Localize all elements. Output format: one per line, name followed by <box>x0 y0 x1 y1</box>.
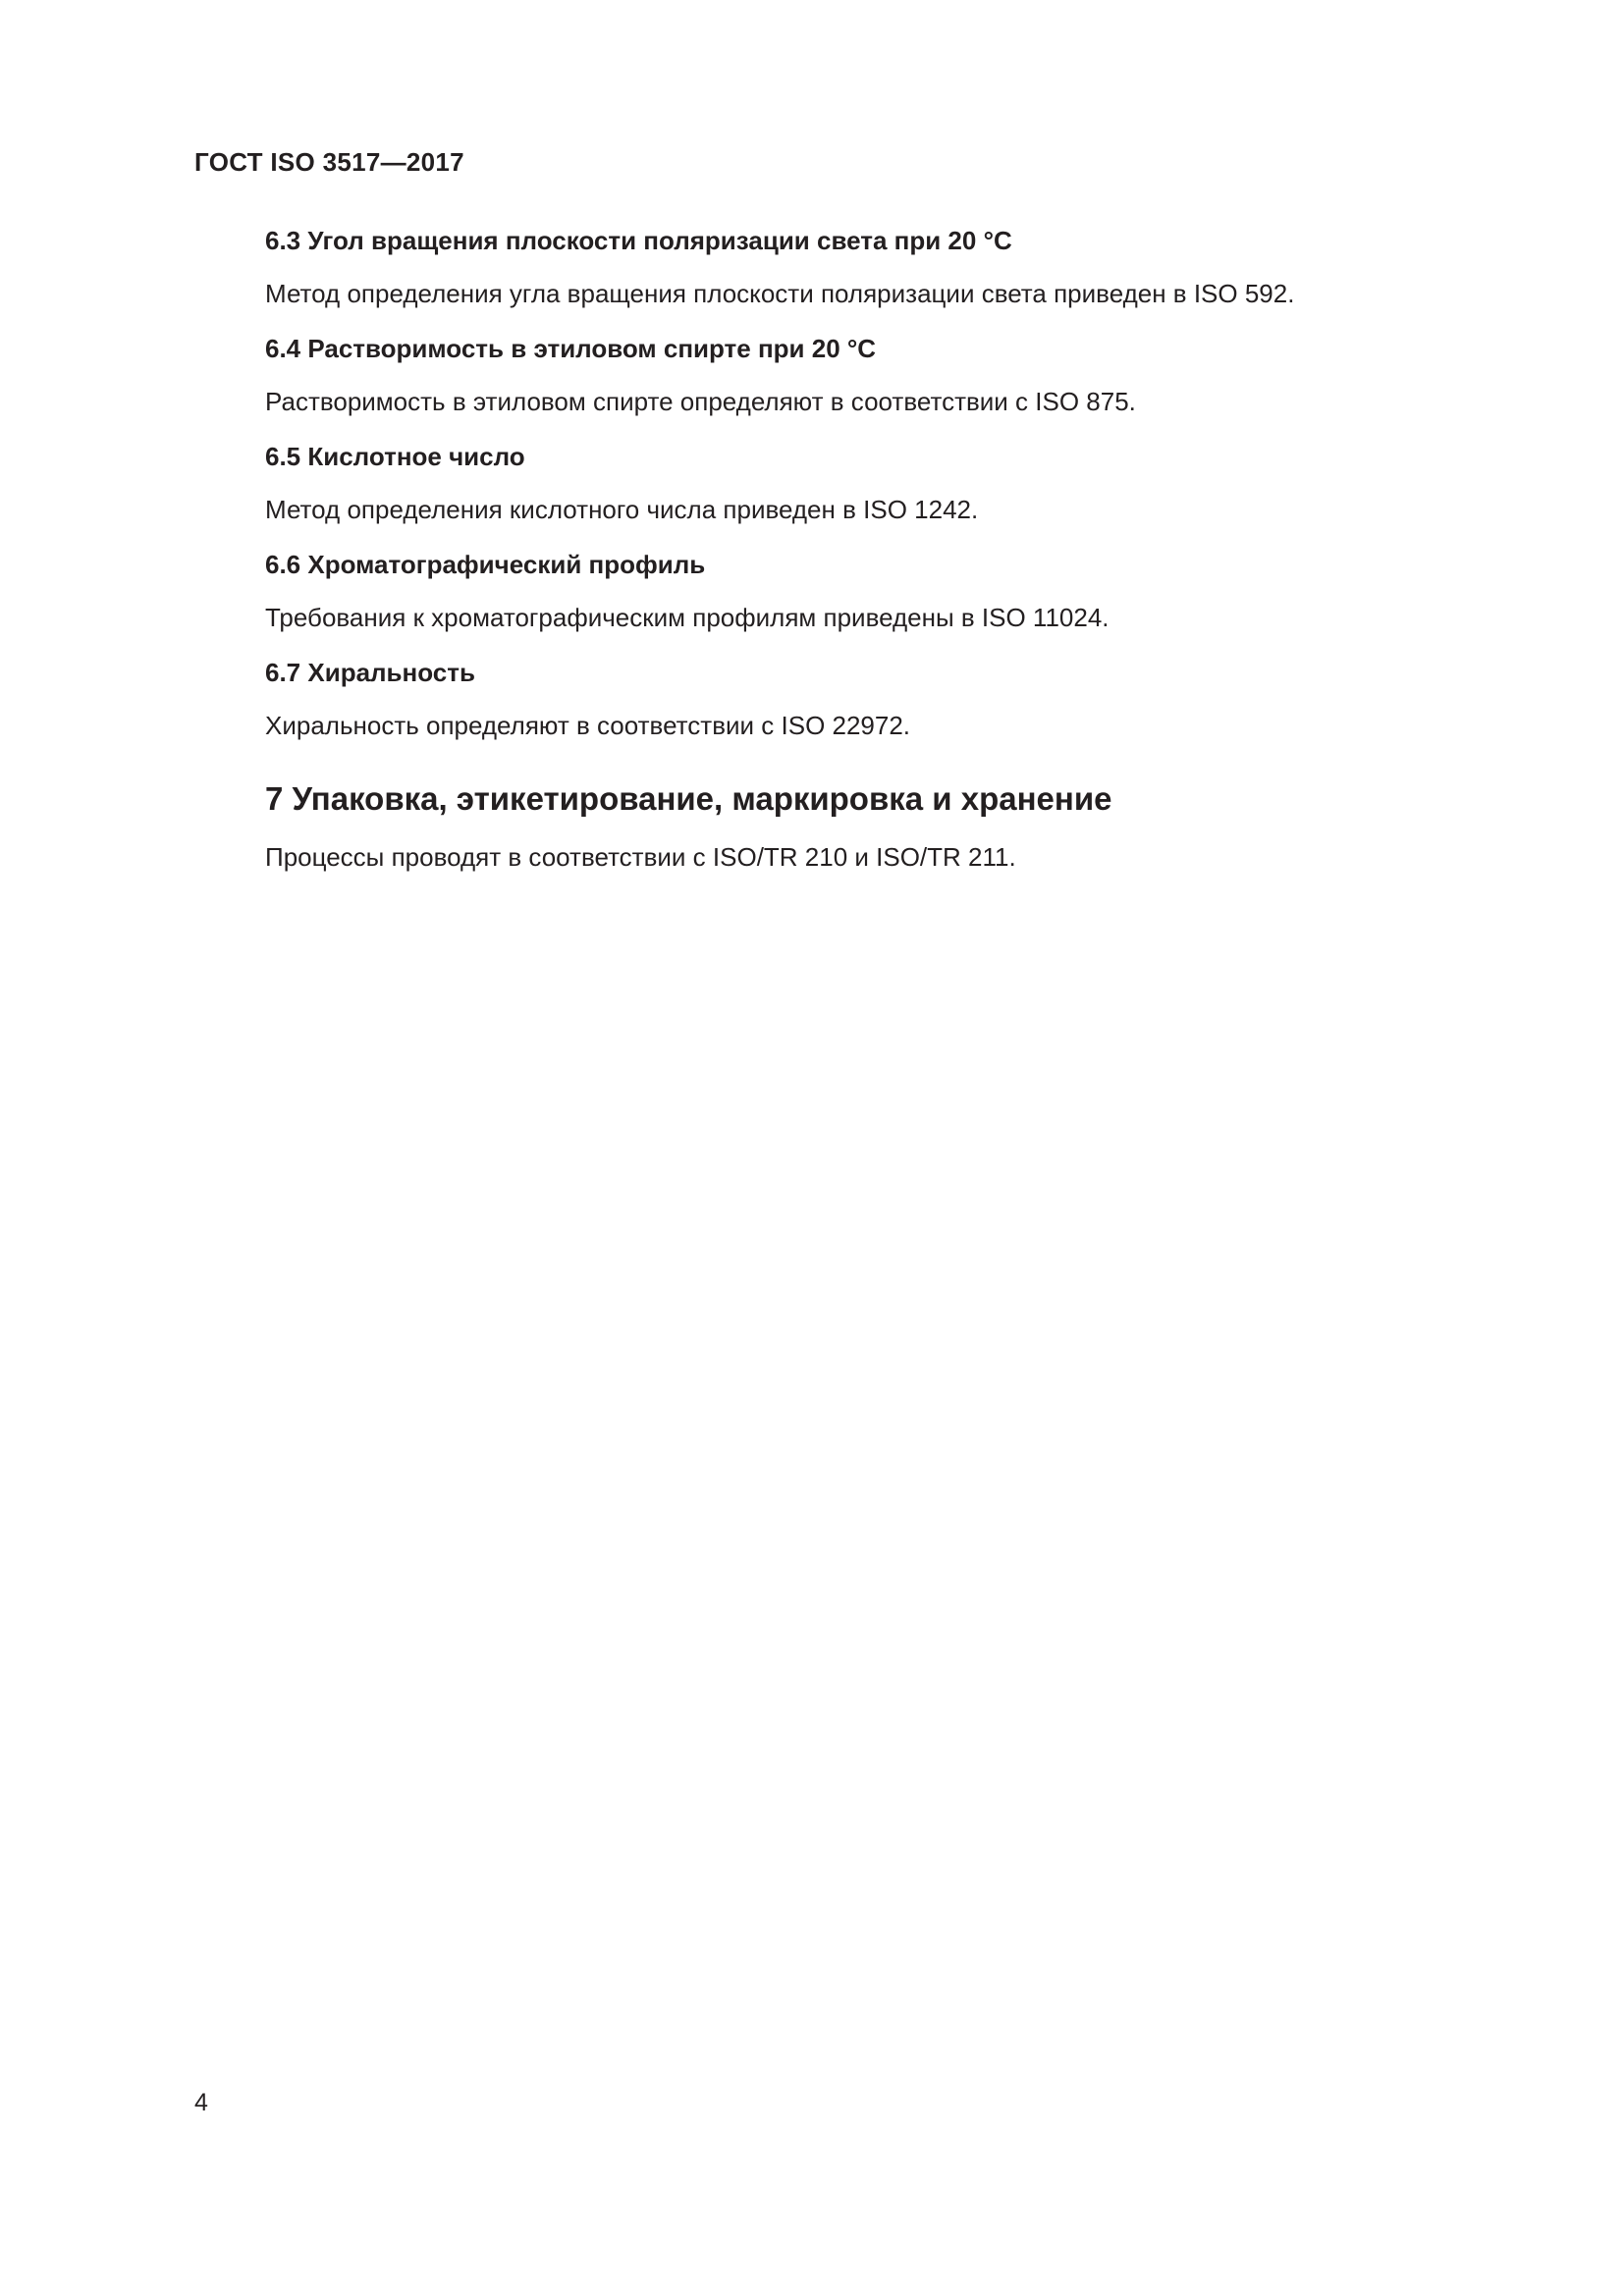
section-text: Процессы проводят в соответствии с ISO/TR 210 и ISO/TR 211. <box>265 842 1016 872</box>
subsection-title: 6.7 Хиральность <box>265 658 475 687</box>
subsection-6-5 <box>265 440 1443 526</box>
subsection-6-3 <box>265 224 1443 310</box>
subsection-title: 6.5 Кислотное число <box>265 442 525 471</box>
subsection-6-6 <box>265 548 1443 634</box>
subsection-6-7 <box>265 656 1443 742</box>
section-7 <box>265 779 1443 874</box>
subsection-text: Требования к хроматографическим профилям приведены в ISO 11024. <box>265 603 1110 632</box>
subsection-text: Хиральность определяют в соответствии с ISO 22972. <box>265 711 911 740</box>
subsection-text: Метод определения угла вращения плоскости поляризации света приведен в ISO 592. <box>265 279 1295 308</box>
subsection-title: 6.3 Угол вращения плоскости поляризации света при 20 °C <box>265 226 1012 255</box>
subsection-text: Растворимость в этиловом спирте определяют в соответствии с ISO 875. <box>265 387 1136 416</box>
document-header: ГОСТ ISO 3517—2017 <box>194 147 464 177</box>
subsection-text: Метод определения кислотного числа приведен в ISO 1242. <box>265 495 979 524</box>
page-number: 4 <box>194 2089 208 2116</box>
subsection-6-4 <box>265 332 1443 418</box>
subsection-title: 6.4 Растворимость в этиловом спирте при 20 °C <box>265 334 877 363</box>
main-content <box>265 224 1443 874</box>
subsection-title: 6.6 Хроматографический профиль <box>265 550 706 579</box>
section-title: 7 Упаковка, этикетирование, маркировка и хранение <box>265 780 1112 817</box>
